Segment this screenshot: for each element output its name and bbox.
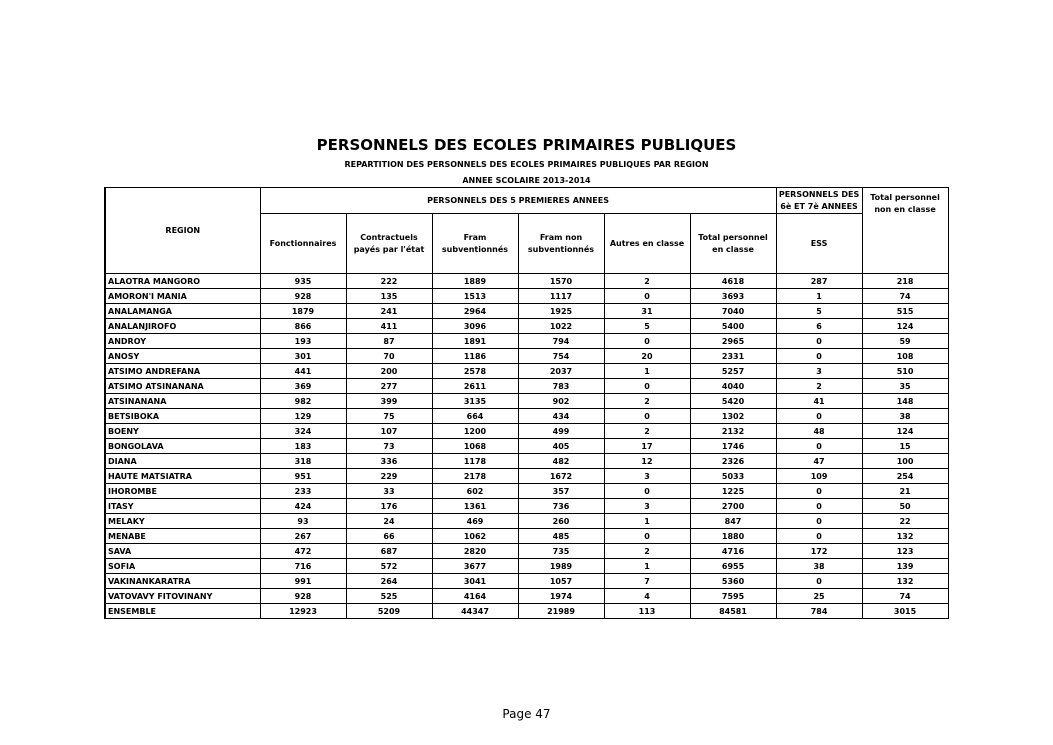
value-cell: 20 xyxy=(604,349,690,364)
value-cell: 2965 xyxy=(690,334,776,349)
personnel-table xyxy=(104,187,949,619)
value-cell: 0 xyxy=(604,289,690,304)
value-cell: 0 xyxy=(604,484,690,499)
value-cell: 482 xyxy=(518,454,604,469)
value-cell: 2820 xyxy=(432,544,518,559)
value-cell: 5 xyxy=(776,304,862,319)
value-cell: 7 xyxy=(604,574,690,589)
value-cell: 3693 xyxy=(690,289,776,304)
value-cell: 139 xyxy=(862,559,948,574)
table-row xyxy=(105,394,948,409)
region-name-cell: VATOVAVY FITOVINANY xyxy=(105,589,260,604)
table-row xyxy=(105,274,948,289)
table-row xyxy=(105,574,948,589)
value-cell: 2964 xyxy=(432,304,518,319)
value-cell: 48 xyxy=(776,424,862,439)
value-cell: 2 xyxy=(604,544,690,559)
value-cell: 424 xyxy=(260,499,346,514)
value-cell: 218 xyxy=(862,274,948,289)
value-cell: 0 xyxy=(776,349,862,364)
value-cell: 5420 xyxy=(690,394,776,409)
value-cell: 277 xyxy=(346,379,432,394)
school-year: ANNEE SCOLAIRE 2013-2014 xyxy=(462,176,591,185)
value-cell: 2326 xyxy=(690,454,776,469)
value-cell: 31 xyxy=(604,304,690,319)
value-cell: 12923 xyxy=(260,604,346,619)
value-cell: 928 xyxy=(260,589,346,604)
table-row xyxy=(105,424,948,439)
value-cell: 1889 xyxy=(432,274,518,289)
value-cell: 5 xyxy=(604,319,690,334)
value-cell: 38 xyxy=(776,559,862,574)
value-cell: 254 xyxy=(862,469,948,484)
value-cell: 172 xyxy=(776,544,862,559)
value-cell: 200 xyxy=(346,364,432,379)
value-cell: 736 xyxy=(518,499,604,514)
value-cell: 2132 xyxy=(690,424,776,439)
value-cell: 572 xyxy=(346,559,432,574)
value-cell: 50 xyxy=(862,499,948,514)
value-cell: 107 xyxy=(346,424,432,439)
value-cell: 12 xyxy=(604,454,690,469)
value-cell: 123 xyxy=(862,544,948,559)
value-cell: 132 xyxy=(862,574,948,589)
value-cell: 21 xyxy=(862,484,948,499)
value-cell: 336 xyxy=(346,454,432,469)
value-cell: 405 xyxy=(518,439,604,454)
value-cell: 2 xyxy=(776,379,862,394)
value-cell: 129 xyxy=(260,409,346,424)
value-cell: 5360 xyxy=(690,574,776,589)
value-cell: 4618 xyxy=(690,274,776,289)
value-cell: 2 xyxy=(604,424,690,439)
value-cell: 124 xyxy=(862,424,948,439)
value-cell: 41 xyxy=(776,394,862,409)
region-name-cell: ANALAMANGA xyxy=(105,304,260,319)
value-cell: 935 xyxy=(260,274,346,289)
value-cell: 318 xyxy=(260,454,346,469)
value-cell: 124 xyxy=(862,319,948,334)
region-name-cell: ITASY xyxy=(105,499,260,514)
value-cell: 716 xyxy=(260,559,346,574)
value-cell: 1117 xyxy=(518,289,604,304)
value-cell: 3041 xyxy=(432,574,518,589)
value-cell: 229 xyxy=(346,469,432,484)
value-cell: 3677 xyxy=(432,559,518,574)
value-cell: 4164 xyxy=(432,589,518,604)
value-cell: 525 xyxy=(346,589,432,604)
header-total-en-classe: Total personnel en classe xyxy=(690,214,776,274)
value-cell: 0 xyxy=(776,514,862,529)
value-cell: 7595 xyxy=(690,589,776,604)
value-cell: 357 xyxy=(518,484,604,499)
table-row xyxy=(105,289,948,304)
value-cell: 35 xyxy=(862,379,948,394)
value-cell: 1570 xyxy=(518,274,604,289)
value-cell: 73 xyxy=(346,439,432,454)
value-cell: 1672 xyxy=(518,469,604,484)
header-fonctionnaires: Fonctionnaires xyxy=(260,214,346,274)
header-region: REGION xyxy=(105,188,260,274)
value-cell: 3015 xyxy=(862,604,948,619)
value-cell: 2037 xyxy=(518,364,604,379)
table-subtitle: REPARTITION DES PERSONNELS DES ECOLES PRIMAIRES PUBLIQUES PAR REGION xyxy=(344,160,709,169)
value-cell: 902 xyxy=(518,394,604,409)
value-cell: 47 xyxy=(776,454,862,469)
value-cell: 1178 xyxy=(432,454,518,469)
table-row xyxy=(105,544,948,559)
table-body xyxy=(105,274,948,619)
region-name-cell: ATSIMO ANDREFANA xyxy=(105,364,260,379)
value-cell: 193 xyxy=(260,334,346,349)
region-name-cell: ENSEMBLE xyxy=(105,604,260,619)
table-row xyxy=(105,304,948,319)
value-cell: 1880 xyxy=(690,529,776,544)
header-fram-subventionnes: Fram subventionnés xyxy=(432,214,518,274)
value-cell: 0 xyxy=(604,409,690,424)
value-cell: 113 xyxy=(604,604,690,619)
value-cell: 411 xyxy=(346,319,432,334)
value-cell: 2 xyxy=(604,394,690,409)
value-cell: 233 xyxy=(260,484,346,499)
region-name-cell: SAVA xyxy=(105,544,260,559)
value-cell: 1879 xyxy=(260,304,346,319)
value-cell: 132 xyxy=(862,529,948,544)
table-row xyxy=(105,319,948,334)
value-cell: 108 xyxy=(862,349,948,364)
value-cell: 6955 xyxy=(690,559,776,574)
value-cell: 0 xyxy=(604,334,690,349)
value-cell: 1925 xyxy=(518,304,604,319)
value-cell: 2 xyxy=(604,274,690,289)
value-cell: 222 xyxy=(346,274,432,289)
value-cell: 1022 xyxy=(518,319,604,334)
value-cell: 87 xyxy=(346,334,432,349)
value-cell: 1068 xyxy=(432,439,518,454)
value-cell: 602 xyxy=(432,484,518,499)
value-cell: 3 xyxy=(604,499,690,514)
value-cell: 2611 xyxy=(432,379,518,394)
value-cell: 0 xyxy=(776,439,862,454)
region-name-cell: DIANA xyxy=(105,454,260,469)
table-row xyxy=(105,529,948,544)
region-name-cell: BOENY xyxy=(105,424,260,439)
value-cell: 100 xyxy=(862,454,948,469)
value-cell: 687 xyxy=(346,544,432,559)
value-cell: 21989 xyxy=(518,604,604,619)
table-row xyxy=(105,454,948,469)
value-cell: 0 xyxy=(776,499,862,514)
value-cell: 991 xyxy=(260,574,346,589)
header-ess: ESS xyxy=(776,214,862,274)
header-group-5-first-years: PERSONNELS DES 5 PREMIERES ANNEES xyxy=(260,188,776,214)
region-name-cell: BONGOLAVA xyxy=(105,439,260,454)
value-cell: 951 xyxy=(260,469,346,484)
value-cell: 469 xyxy=(432,514,518,529)
table-row xyxy=(105,379,948,394)
value-cell: 74 xyxy=(862,589,948,604)
region-name-cell: MELAKY xyxy=(105,514,260,529)
value-cell: 2578 xyxy=(432,364,518,379)
table-row xyxy=(105,439,948,454)
value-cell: 75 xyxy=(346,409,432,424)
region-name-cell: BETSIBOKA xyxy=(105,409,260,424)
value-cell: 441 xyxy=(260,364,346,379)
region-name-cell: ANOSY xyxy=(105,349,260,364)
value-cell: 5209 xyxy=(346,604,432,619)
value-cell: 1 xyxy=(604,514,690,529)
region-name-cell: AMORON'I MANIA xyxy=(105,289,260,304)
value-cell: 109 xyxy=(776,469,862,484)
value-cell: 0 xyxy=(776,529,862,544)
value-cell: 928 xyxy=(260,289,346,304)
value-cell: 74 xyxy=(862,289,948,304)
value-cell: 5400 xyxy=(690,319,776,334)
table-row xyxy=(105,499,948,514)
region-name-cell: ATSIMO ATSINANANA xyxy=(105,379,260,394)
value-cell: 472 xyxy=(260,544,346,559)
region-name-cell: MENABE xyxy=(105,529,260,544)
table-row xyxy=(105,349,948,364)
table-row xyxy=(105,589,948,604)
value-cell: 1302 xyxy=(690,409,776,424)
value-cell: 1513 xyxy=(432,289,518,304)
value-cell: 399 xyxy=(346,394,432,409)
value-cell: 735 xyxy=(518,544,604,559)
value-cell: 17 xyxy=(604,439,690,454)
value-cell: 1 xyxy=(604,559,690,574)
value-cell: 5033 xyxy=(690,469,776,484)
value-cell: 44347 xyxy=(432,604,518,619)
value-cell: 70 xyxy=(346,349,432,364)
value-cell: 1746 xyxy=(690,439,776,454)
value-cell: 2700 xyxy=(690,499,776,514)
value-cell: 1057 xyxy=(518,574,604,589)
region-name-cell: VAKINANKARATRA xyxy=(105,574,260,589)
value-cell: 0 xyxy=(776,574,862,589)
value-cell: 0 xyxy=(776,334,862,349)
value-cell: 1200 xyxy=(432,424,518,439)
value-cell: 982 xyxy=(260,394,346,409)
value-cell: 1974 xyxy=(518,589,604,604)
value-cell: 7040 xyxy=(690,304,776,319)
region-name-cell: ANDROY xyxy=(105,334,260,349)
page-number: Page 47 xyxy=(502,707,551,721)
value-cell: 22 xyxy=(862,514,948,529)
value-cell: 515 xyxy=(862,304,948,319)
value-cell: 24 xyxy=(346,514,432,529)
value-cell: 3 xyxy=(776,364,862,379)
value-cell: 2178 xyxy=(432,469,518,484)
value-cell: 135 xyxy=(346,289,432,304)
value-cell: 15 xyxy=(862,439,948,454)
value-cell: 4716 xyxy=(690,544,776,559)
value-cell: 1186 xyxy=(432,349,518,364)
value-cell: 794 xyxy=(518,334,604,349)
value-cell: 0 xyxy=(776,409,862,424)
region-name-cell: HAUTE MATSIATRA xyxy=(105,469,260,484)
value-cell: 38 xyxy=(862,409,948,424)
value-cell: 0 xyxy=(604,379,690,394)
value-cell: 847 xyxy=(690,514,776,529)
value-cell: 1989 xyxy=(518,559,604,574)
value-cell: 241 xyxy=(346,304,432,319)
value-cell: 33 xyxy=(346,484,432,499)
header-contractuels: Contractuels payés par l'état xyxy=(346,214,432,274)
value-cell: 510 xyxy=(862,364,948,379)
value-cell: 59 xyxy=(862,334,948,349)
value-cell: 1 xyxy=(604,364,690,379)
table-row xyxy=(105,409,948,424)
value-cell: 267 xyxy=(260,529,346,544)
value-cell: 93 xyxy=(260,514,346,529)
value-cell: 301 xyxy=(260,349,346,364)
value-cell: 6 xyxy=(776,319,862,334)
value-cell: 0 xyxy=(776,484,862,499)
value-cell: 434 xyxy=(518,409,604,424)
region-name-cell: ATSINANANA xyxy=(105,394,260,409)
region-name-cell: IHOROMBE xyxy=(105,484,260,499)
header-autres-en-classe: Autres en classe xyxy=(604,214,690,274)
header-total-non-classe: Total personnel non en classe xyxy=(862,188,948,274)
value-cell: 324 xyxy=(260,424,346,439)
value-cell: 66 xyxy=(346,529,432,544)
value-cell: 287 xyxy=(776,274,862,289)
page-title: PERSONNELS DES ECOLES PRIMAIRES PUBLIQUES xyxy=(316,136,737,154)
value-cell: 1 xyxy=(776,289,862,304)
value-cell: 754 xyxy=(518,349,604,364)
table-row xyxy=(105,469,948,484)
value-cell: 264 xyxy=(346,574,432,589)
value-cell: 3135 xyxy=(432,394,518,409)
value-cell: 260 xyxy=(518,514,604,529)
value-cell: 2331 xyxy=(690,349,776,364)
value-cell: 1225 xyxy=(690,484,776,499)
region-name-cell: ANALANJIROFO xyxy=(105,319,260,334)
value-cell: 0 xyxy=(604,529,690,544)
value-cell: 176 xyxy=(346,499,432,514)
region-name-cell: ALAOTRA MANGORO xyxy=(105,274,260,289)
table-row xyxy=(105,334,948,349)
value-cell: 5257 xyxy=(690,364,776,379)
table-row xyxy=(105,559,948,574)
value-cell: 4040 xyxy=(690,379,776,394)
value-cell: 1062 xyxy=(432,529,518,544)
value-cell: 1891 xyxy=(432,334,518,349)
value-cell: 183 xyxy=(260,439,346,454)
region-name-cell: SOFIA xyxy=(105,559,260,574)
header-fram-non-subventionnes: Fram non subventionnés xyxy=(518,214,604,274)
value-cell: 3 xyxy=(604,469,690,484)
value-cell: 4 xyxy=(604,589,690,604)
value-cell: 3096 xyxy=(432,319,518,334)
value-cell: 369 xyxy=(260,379,346,394)
value-cell: 485 xyxy=(518,529,604,544)
value-cell: 1361 xyxy=(432,499,518,514)
header-group-6-7-years: PERSONNELS DES 6è ET 7è ANNEES xyxy=(776,188,862,214)
value-cell: 866 xyxy=(260,319,346,334)
value-cell: 148 xyxy=(862,394,948,409)
value-cell: 84581 xyxy=(690,604,776,619)
table-row xyxy=(105,364,948,379)
value-cell: 25 xyxy=(776,589,862,604)
value-cell: 783 xyxy=(518,379,604,394)
table-row xyxy=(105,484,948,499)
value-cell: 499 xyxy=(518,424,604,439)
table-row xyxy=(105,604,948,619)
table-row xyxy=(105,514,948,529)
value-cell: 784 xyxy=(776,604,862,619)
value-cell: 664 xyxy=(432,409,518,424)
